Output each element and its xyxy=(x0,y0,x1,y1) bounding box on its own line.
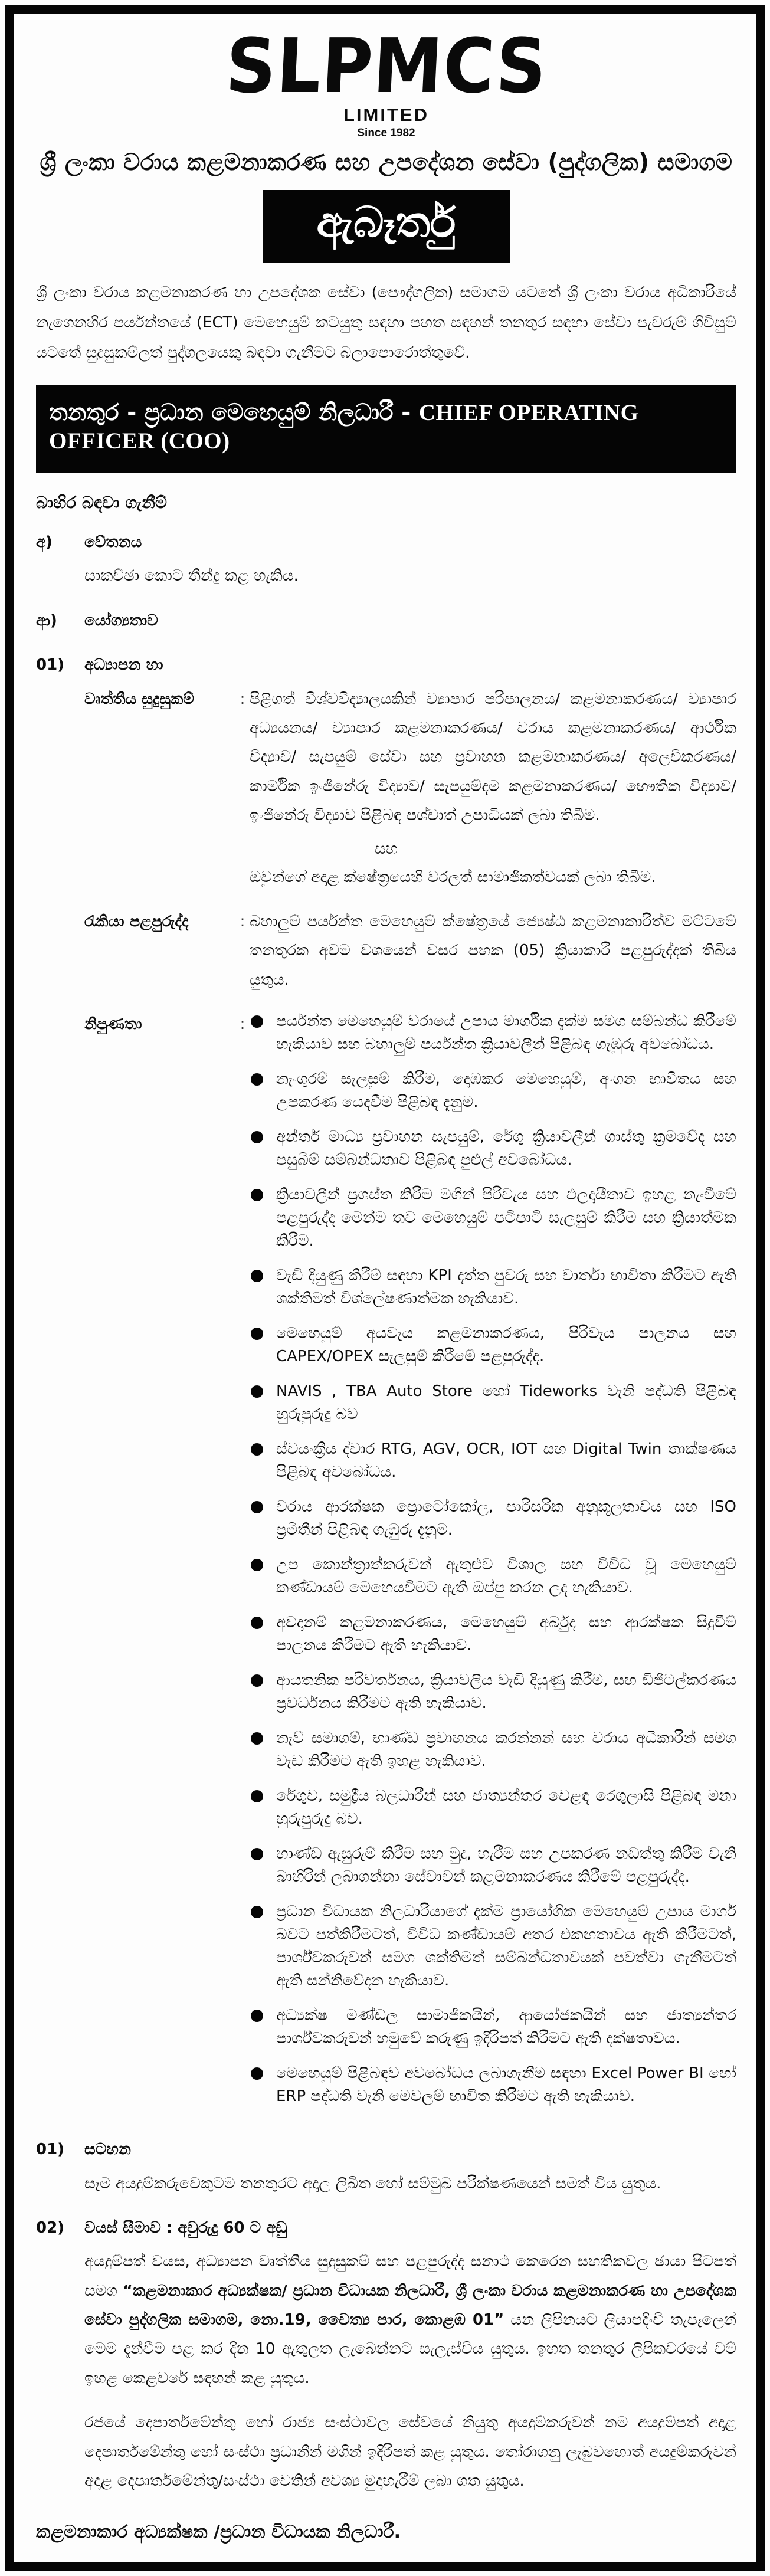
bullet-icon xyxy=(251,1189,263,1201)
bullet-icon xyxy=(251,1559,263,1571)
government-applicants-row xyxy=(36,2408,736,2496)
company-logo-since: Since 1982 xyxy=(357,126,415,139)
education-text: පිළිගත් විශ්වවිද්‍යාලයකින් ව්‍යාපාර පරිපාලනය/ කළමනාකරණය/ ව්‍යාපාර අධ්‍යයනය/ ව්‍යාපාර කළමනාකරණය/ වරාය කළමනාකරණය/ ආර්ථික විද්‍යාව/ සැපයුම් සේවා සහ ප්‍රවාහන කළමනාකරණය/ අලෙවිකරණය/ කාර්මික ඉංජිනේරු විද්‍යාව/ සැපයුම්දම කළමනාකරණය/ භෞතික විද්‍යාව/ ඉංජිනේරු විද්‍යාව පිළිබඳ පශ්චාත් උපාධියක් ලබා තිබීම. xyxy=(250,690,736,825)
company-name: ශ්‍රී ලංකා වරාය කළමනාකරණ සහ උපදේශන සේවා (පුද්ගලික) සමාගම xyxy=(40,149,733,176)
note-text: සෑම අයදුම්කරුවෙකුටම තනතුරට අදාල ලිඛිත හෝ සම්මුඛ පරීක්ෂණයෙන් සමත් විය යුතුය. xyxy=(84,2174,661,2192)
list-item xyxy=(250,1554,736,1600)
bullet-icon xyxy=(251,1501,263,1513)
education-label-line1: අධ්‍යාපන හා xyxy=(84,656,163,674)
application-paragraph xyxy=(84,2247,736,2393)
government-applicants-paragraph: රජයේ දෙපාර්තමේන්තු හෝ රාජ්‍ය සංස්ථාවල සේවයේ නියුතු අයදුම්කරුවන් නම අයදුම්පත් අදාළ දෙපාර්තමේන්තු හෝ සංස්ථා ප්‍රධානීන් මගින් ඉදිරිපත් කළ යුතුය. තෝරාගනු ලැබුවහොත් අයදුම්කරුවන් අදාළ දෙපාර්තමේන්තු/සංස්ථා වෙතින් අවශ්‍ය මුදාහැරීම් ලබා ගත යුතුය. xyxy=(84,2414,736,2490)
list-item xyxy=(250,2004,736,2050)
list-item xyxy=(250,1727,736,1773)
competency-text: අධ්‍යක්ෂ මණ්ඩල සාමාජිකයින්, ආයෝජකයින් සහ ජාත්‍යන්තර පාර්ශ්වකරුවන් හමුවේ කරුණු ඉදිරිපත් කිරීමට ඇති දක්ෂතාවය. xyxy=(276,2007,736,2048)
education-index: 01) xyxy=(36,656,65,674)
education-colon: : xyxy=(240,690,245,708)
bullet-icon xyxy=(251,1328,263,1340)
application-paragraph-row xyxy=(36,2247,736,2393)
eligibility-label: යෝග්‍යතාව xyxy=(84,611,158,630)
company-logo xyxy=(36,22,736,110)
vacancy-banner: ඇබෑර්තු xyxy=(263,190,510,263)
position-title-bar xyxy=(36,385,736,473)
competency-text: පර්යන්ත මෙහෙයුම් වරායේ උපාය මාර්ගික දැක්ම සමග සම්බන්ධ කිරීමේ හැකියාව සහ බහාලුම් පර්යන්ත ක්‍රියාවලීන් පිළිබඳ ගැඹුරු අවබෝධය. xyxy=(276,1012,736,1054)
company-logo-text: SLPMCS xyxy=(223,22,549,110)
list-item xyxy=(250,1322,736,1368)
competency-text: නැව් සමාගම්, භාණ්ඩ ප්‍රවාහනය කරන්නන් සහ වරාය අධිකාරීන් සමග වැඩ කිරීමට ඇති ඉහළ හැකියාව. xyxy=(276,1729,736,1771)
note-text-row xyxy=(36,2169,736,2198)
bullet-icon xyxy=(251,1443,263,1456)
salary-heading-row xyxy=(36,528,736,557)
bullet-icon xyxy=(251,1131,263,1143)
salary-index: අ) xyxy=(36,533,53,552)
external-recruitment-heading: බාහිර බඳවා ගැනීම් xyxy=(36,493,168,513)
company-logo-limited: LIMITED xyxy=(343,104,429,125)
list-item xyxy=(250,1380,736,1426)
bullet-icon xyxy=(251,1073,263,1086)
bullet-icon xyxy=(251,1848,263,1860)
position-title-sinhala: තනතුර - ප්‍රධාන මෙහෙයුම් නිලධාරී - xyxy=(49,399,419,426)
membership-text: ඔවුන්ගේ අදාළ ක්ෂේත්‍රයෙහි වරලත් සාමාජිකත්වයක් ලබා තිබීම. xyxy=(250,868,656,886)
competencies-row xyxy=(36,1010,736,2120)
bullet-icon xyxy=(251,1674,263,1687)
competency-text: අවදානම් කළමනාකරණය, මෙහෙයුම් අර්බුද සහ ආරක්ෂක සිදුවීම් පාලනය කිරීමට ඇති හැකියාව. xyxy=(276,1614,736,1655)
experience-text: බහාලුම් පර්යන්ත මෙහෙයුම් ක්ෂේත්‍රයේ ජ්‍යෙෂ්ඨ කළමනාකාරිත්ව මට්ටමේ තනතුරක අවම වශයෙන් වසර පහක (05) ක්‍රියාකාරී පළපුරුද්දක් තිබිය යුතුය. xyxy=(250,912,736,989)
education-label-line2: වෘත්තීය සුදුසුකම් xyxy=(84,690,194,708)
age-limit-index: 02) xyxy=(36,2218,65,2237)
bullet-icon xyxy=(251,1790,263,1802)
competency-text: මෙහෙයුම් පිළිබඳව අවබෝධය ලබාගැනීම සඳහා Excel Power BI හෝ ERP පද්ධති වැනි මෙවලම් භාවිත කිරීමට ඇති හැකියාව. xyxy=(276,2064,736,2106)
and-separator: සහ xyxy=(374,840,398,858)
signature-line: කළමනාකාර අධ්‍යක්ෂක /ප්‍රධාන විධායක නිලධාරී. xyxy=(36,2522,401,2543)
membership-row xyxy=(36,863,736,892)
competency-text: වැඩි දියුණු කිරීම් සඳහා KPI දත්ත පුවරු සහ වාර්තා භාවිතා කිරීමට ඇති ශක්තිමත් විශ්ලේෂණාත්මක හැකියාව. xyxy=(276,1267,736,1308)
list-item xyxy=(250,1126,736,1172)
note-index: 01) xyxy=(36,2141,65,2159)
list-item xyxy=(250,1843,736,1889)
eligibility-heading-row xyxy=(36,607,736,635)
competency-text: ක්‍රියාවලීන් ප්‍රශස්ත කිරීම මගින් පිරිවැය සහ ඵලදායීතාව ඉහළ නැංවීමේ පළපුරුද්ද මෙන්ම තව මෙහෙයුම් පටිපාටි සැලසුම් කිරීම සහ ක්‍රියාත්මක කිරීම. xyxy=(276,1186,736,1250)
competencies-colon: : xyxy=(240,1015,245,1034)
salary-text: සාකච්ඡා කොට තීන්දු කළ හැකිය. xyxy=(84,567,299,585)
position-title-english: CHIEF OPERATING OFFICER (COO) xyxy=(49,399,639,454)
application-text-pre: අයදුම්පත් වයස, අධ්‍යාපන වෘත්තීය සුදුසුකම් සහ පළපුරුද්ද සනාථ කෙරෙන සහතිකවල ඡායා පිටපත් සමග xyxy=(84,2253,736,2300)
age-limit-row xyxy=(36,2214,736,2243)
list-item xyxy=(250,1010,736,1056)
salary-label: වේතනය xyxy=(84,533,142,552)
competency-text: ආයතනික පරිවර්තනය, ක්‍රියාවලිය වැඩි දියුණු කිරීම, සහ ඩිජිටල්කරණය ප්‍රවර්ධනය කිරීමට ඇති හැකියාව. xyxy=(276,1672,736,1713)
list-item xyxy=(250,1438,736,1484)
list-item xyxy=(250,1068,736,1114)
education-content-row xyxy=(36,685,736,831)
education-heading-row xyxy=(36,651,736,680)
bullet-icon xyxy=(251,1906,263,1918)
list-item xyxy=(250,1900,736,1992)
list-item xyxy=(250,1785,736,1831)
note-label: සටහන xyxy=(84,2141,131,2159)
competency-text: උප කොන්ත්‍රාත්කරුවන් ඇතුළුව විශාල සහ විවිධ වූ මෙහෙයුම් කණ්ඩායම් මෙහෙයවීමට ඇති ඔප්පු කරන ලද හැකියාව. xyxy=(276,1556,736,1597)
competency-text: මෙහෙයුම් අයවැය කළමනාකරණය, පිරිවැය පාලනය සහ CAPEX/OPEX සැලසුම් කිරීමේ පළපුරුද්ද. xyxy=(276,1325,736,1366)
competency-text: ස්වයංක්‍රීය ද්වාර RTG, AGV, OCR, IOT සහ Digital Twin තාක්ෂණය පිළිබඳ අවබෝධය. xyxy=(276,1440,736,1482)
intro-paragraph: ශ්‍රී ලංකා වරාය කළමනාකරණ හා උපදේශක සේවා (පෞද්ගලික) සමාගම යටතේ ශ්‍රී ලංකා වරාය අධිකාරියේ නැගෙනහිර පර්යන්තයේ (ECT) මෙහෙයුම් කටයුතු සඳහා පහත සඳහන් තනතුර සඳහා සේවා පැවරුම් ගිවිසුම් යටතේ සුදුසුකම්ලත් පුද්ගලයෙකු බඳවා ගැනීමට බලාපොරොත්තුවේ. xyxy=(36,284,736,362)
experience-row xyxy=(36,907,736,995)
eligibility-index: ආ) xyxy=(36,611,57,630)
application-text-post: යන ලිපිනයට ලියාපදිංචි තැපෑලෙන් මෙම දැන්වීම පළ කර දින 10 ඇතුලත ලැබෙන්නට සැලැස්විය යුතුය. ඉහත තනතුර ලිපිකවරයේ වම් ඉහළ කෙළවරේ සඳහන් කළ යුතුය. xyxy=(84,2311,736,2387)
list-item xyxy=(250,1496,736,1542)
experience-colon: : xyxy=(240,912,245,930)
bullet-icon xyxy=(251,2010,263,2022)
competency-text: නැංගුරම් සැලසුම් කිරීම, දොඹකර මෙහෙයුම්, අංගන භාවිතය සහ උපකරණ යෙදවීම පිළිබඳ දැනුම. xyxy=(276,1070,736,1112)
list-item xyxy=(250,2062,736,2108)
competency-text: රේගුව, සමුද්‍රීය බලධාරීන් සහ ජාත්‍යන්තර වෙළඳ රෙගුලාසි පිළිබඳ මනා හුරුපුරුදු බව. xyxy=(276,1787,736,1828)
note-heading-row xyxy=(36,2135,736,2164)
competencies-label: නිපුණතා xyxy=(84,1015,142,1034)
competency-text: භාණ්ඩ ඇසුරුම් කිරීම සහ මුදු, හැරීම සහ උපකරණ නඩත්තු කිරීම වැනි බාහිරින් ලබාගන්නා සේවාවන් කළමනාකරණය කිරීමේ පළපුරුද්ද. xyxy=(276,1845,736,1886)
bullet-icon xyxy=(251,2067,263,2080)
bullet-icon xyxy=(251,1270,263,1282)
list-item xyxy=(250,1669,736,1715)
competency-text: NAVIS , TBA Auto Store හෝ Tideworks වැනි පද්ධති පිළිබඳ හුරුපුරුදු බව xyxy=(276,1382,736,1424)
bullet-icon xyxy=(251,1385,263,1398)
application-address: “කළමනාකාර අධ්‍යක්ෂක/ ප්‍රධාන විධායක නිලධාරී, ශ්‍රී ලංකා වරාය කළමනාකරණ හා උපදේශක සේවා පුද්ගලික සමාගම, නො.19, චෛත්‍ය පාර, කොළඹ 01” xyxy=(84,2282,737,2329)
experience-label: රැකියා පළපුරුද්ද xyxy=(84,912,189,930)
list-item xyxy=(250,1264,736,1310)
salary-text-row xyxy=(36,562,736,591)
bullet-icon xyxy=(251,1617,263,1629)
bullet-icon xyxy=(251,1015,263,1028)
list-item xyxy=(250,1611,736,1657)
competency-text: අන්තර් මාධ්‍ය ප්‍රවාහන සැපයුම්, රේගු ක්‍රියාවලීන් ගාස්තු ක්‍රමවේද සහ පසුබිම් සම්බන්ධතාව පිළිබඳ පුළුල් අවබෝධය. xyxy=(276,1128,736,1169)
bullet-icon xyxy=(251,1732,263,1745)
competency-text: වරාය ආරක්ෂක ප්‍රොටෝකෝල, පාරිසරික අනුකූලතාවය සහ ISO ප්‍රමිතීන් පිළිබඳ ගැඹුරු දැනුම. xyxy=(276,1498,736,1539)
competencies-list xyxy=(250,1010,736,2108)
list-item xyxy=(250,1184,736,1253)
competency-text: ප්‍රධාන විධායක නිලධාරියාගේ දැක්ම ප්‍රායෝගික මෙහෙයුම් උපාය මාර්ග බවට පත්කිරීමටත්, විවිධ කණ්ඩායම් අතර එකඟතාවය ඇති කිරීමටත්, පාර්ශ්වකරුවන් සමග ශක්තිමත් සම්බන්ධතාවයක් පවත්වා ගැනීමටත් ඇති සන්නිවේදන හැකියාව. xyxy=(276,1903,736,1990)
age-limit-label: වයස් සීමාව : අවුරුදු 60 ට අඩු xyxy=(84,2218,287,2237)
advertisement-frame xyxy=(5,5,765,2571)
